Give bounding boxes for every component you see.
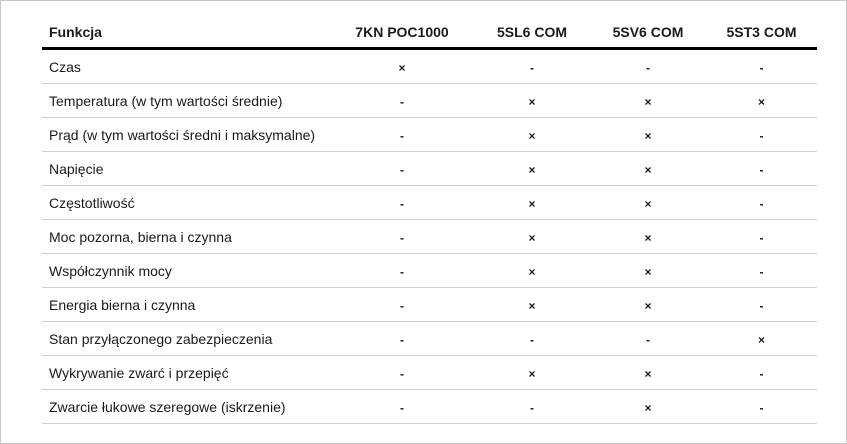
function-name-cell: Temperatura (w tym wartości średnie) (42, 84, 330, 118)
support-mark: - (400, 196, 404, 211)
table-row (42, 186, 817, 220)
support-mark: × (644, 230, 652, 245)
support-cell (474, 356, 590, 390)
support-cell (474, 220, 590, 254)
support-cell (706, 220, 817, 254)
support-mark: - (400, 298, 404, 313)
support-cell (590, 152, 706, 186)
function-name-cell: Wykrywanie zwarć i przepięć (42, 356, 330, 390)
support-cell (706, 322, 817, 356)
support-cell (706, 49, 817, 84)
support-mark: - (759, 60, 764, 75)
support-cell (590, 118, 706, 152)
support-mark: - (759, 264, 764, 279)
support-mark: - (530, 332, 534, 347)
support-cell (330, 152, 474, 186)
support-mark: × (644, 298, 652, 313)
support-cell (474, 288, 590, 322)
table-row (42, 84, 817, 118)
support-cell (330, 390, 474, 424)
support-cell (474, 49, 590, 84)
support-mark: - (400, 128, 404, 143)
support-cell (474, 254, 590, 288)
support-mark: - (759, 298, 764, 313)
table-row (42, 49, 817, 84)
support-cell (706, 254, 817, 288)
support-mark: - (759, 196, 764, 211)
function-name-cell: Czas (42, 49, 330, 84)
support-cell (330, 220, 474, 254)
support-mark: × (398, 60, 406, 75)
table-header-row (42, 17, 817, 49)
table-row (42, 118, 817, 152)
support-cell (590, 186, 706, 220)
support-mark: × (644, 94, 652, 109)
function-name-cell: Współczynnik mocy (42, 254, 330, 288)
function-name-cell: Zwarcie łukowe szeregowe (iskrzenie) (42, 390, 330, 424)
support-mark: × (528, 196, 536, 211)
support-mark: - (759, 128, 764, 143)
support-mark: - (759, 230, 764, 245)
support-cell (330, 356, 474, 390)
function-name-cell: Energia bierna i czynna (42, 288, 330, 322)
support-cell (590, 49, 706, 84)
support-cell (706, 186, 817, 220)
support-cell (474, 152, 590, 186)
support-cell (706, 288, 817, 322)
table-row (42, 390, 817, 424)
support-cell (330, 118, 474, 152)
support-cell (474, 186, 590, 220)
function-name-cell: Częstotliwość (42, 186, 330, 220)
table-row (42, 220, 817, 254)
table-row (42, 322, 817, 356)
support-mark: × (644, 196, 652, 211)
function-comparison-table (42, 17, 817, 424)
support-cell (590, 84, 706, 118)
support-mark: × (644, 162, 652, 177)
support-mark: × (644, 400, 652, 415)
support-mark: - (530, 60, 534, 75)
support-cell (706, 118, 817, 152)
support-mark: - (400, 162, 404, 177)
support-mark: - (400, 400, 404, 415)
support-cell (706, 152, 817, 186)
support-cell (590, 356, 706, 390)
table-row (42, 356, 817, 390)
support-cell (590, 220, 706, 254)
support-mark: - (646, 332, 650, 347)
column-header-5sl6-com: 5SL6 COM (474, 17, 590, 49)
column-header-7kn-poc1000: 7KN POC1000 (330, 17, 474, 49)
support-mark: - (400, 366, 404, 381)
support-cell (330, 186, 474, 220)
support-mark: - (759, 162, 764, 177)
support-cell (474, 84, 590, 118)
column-header-5st3-com: 5ST3 COM (706, 17, 817, 49)
support-mark: - (530, 400, 534, 415)
support-mark: × (528, 366, 536, 381)
support-cell (590, 254, 706, 288)
support-mark: - (400, 264, 404, 279)
support-cell (474, 390, 590, 424)
support-cell (706, 356, 817, 390)
support-mark: × (528, 264, 536, 279)
support-cell (330, 49, 474, 84)
support-mark: - (759, 366, 764, 381)
support-cell (590, 288, 706, 322)
support-mark: - (759, 400, 764, 415)
support-mark: × (528, 298, 536, 313)
support-cell (474, 322, 590, 356)
support-mark: × (644, 264, 652, 279)
function-name-cell: Prąd (w tym wartości średni i maksymalne) (42, 118, 330, 152)
support-mark: × (757, 332, 765, 347)
table-row (42, 152, 817, 186)
support-cell (330, 254, 474, 288)
support-mark: - (646, 60, 650, 75)
support-mark: × (528, 162, 536, 177)
table-row (42, 288, 817, 322)
support-cell (590, 390, 706, 424)
function-name-cell: Moc pozorna, bierna i czynna (42, 220, 330, 254)
support-mark: × (528, 230, 536, 245)
support-cell (330, 288, 474, 322)
support-mark: × (644, 366, 652, 381)
support-mark: × (528, 128, 536, 143)
support-mark: - (400, 230, 404, 245)
table-row (42, 254, 817, 288)
column-header-5sv6-com: 5SV6 COM (590, 17, 706, 49)
function-name-cell: Stan przyłączonego zabezpieczenia (42, 322, 330, 356)
support-mark: × (644, 128, 652, 143)
support-mark: - (400, 332, 404, 347)
support-cell (706, 84, 817, 118)
support-mark: - (400, 94, 404, 109)
column-header-function: Funkcja (42, 17, 330, 49)
support-mark: × (757, 94, 765, 109)
function-name-cell: Napięcie (42, 152, 330, 186)
support-cell (330, 84, 474, 118)
support-cell (590, 322, 706, 356)
support-cell (706, 390, 817, 424)
support-cell (330, 322, 474, 356)
support-mark: × (528, 94, 536, 109)
support-cell (474, 118, 590, 152)
